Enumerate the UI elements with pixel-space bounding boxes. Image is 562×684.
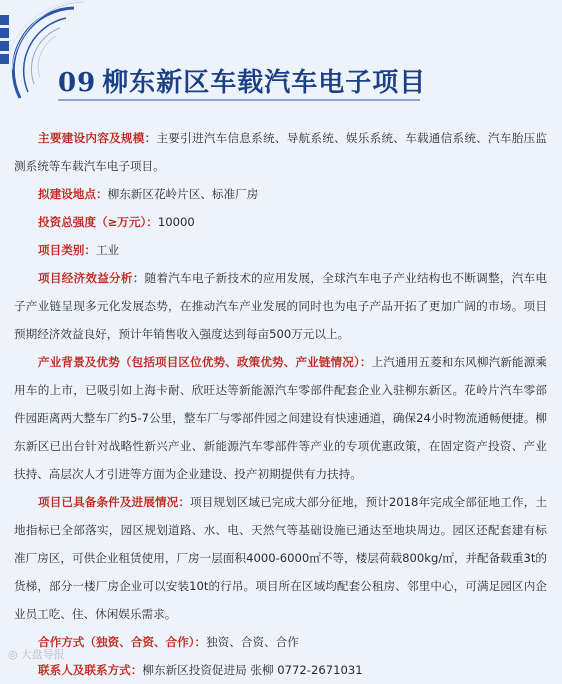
detail-background (14, 348, 547, 488)
label-contact: 联系人及联系方式： (38, 663, 143, 677)
detail-investment (14, 208, 547, 236)
detail-main-content (14, 124, 547, 180)
label-category: 项目类别： (38, 243, 96, 257)
label-location: 拟建设地点： (38, 187, 108, 201)
watermark-logo-icon: ◎ (8, 648, 18, 661)
watermark-text: 大盘导报 (20, 648, 65, 661)
label-main-content: 主要建设内容及规模： (38, 131, 157, 145)
detail-category (14, 236, 547, 264)
detail-progress (14, 488, 547, 628)
detail-location (14, 180, 547, 208)
detail-contact (14, 656, 547, 684)
project-number: 09 (58, 68, 97, 98)
value-progress: 项目规划区域已完成大部分征地，预计2018年完成全部征地工作，土地指标已全部落实，园区规划道路、水、电、天然气等基础设施已通达至地块周边。园区还配套建有标准厂房区，可供企业租赁使用，厂房一层面积4000-6000㎡不等，楼层荷载800kg/㎡，并配备载重3t的货梯，部分一楼厂房企业可以安装10t的行吊。项目所在区域均配套公租房、邻里中心，可满足园区内企业员工吃、住、休闲娱乐需求。 (14, 495, 547, 621)
detail-cooperation (14, 628, 547, 656)
label-progress: 项目已具备条件及进展情况： (38, 495, 191, 509)
value-category: 工业 (95, 243, 120, 257)
label-cooperation: 合作方式（独资、合资、合作）： (38, 635, 207, 649)
value-main-content: 主要引进汽车信息系统、导航系统、娱乐系统、车载通信系统、汽车胎压监测系统等车载汽车电子项目。 (14, 131, 547, 173)
project-details (14, 124, 547, 684)
label-background: 产业背景及优势（包括项目区位优势、政策优势、产业链情况）： (38, 355, 372, 369)
value-location: 柳东新区花岭片区、标准厂房 (107, 187, 259, 201)
detail-benefit (14, 264, 547, 348)
value-investment: 10000 (157, 215, 195, 229)
value-background: 上汽通用五菱和东风柳汽新能源乘用车的上市，已吸引如上海卡耐、欣旺达等新能源汽车零部件配套企业入驻柳东新区。花岭片汽车零部件园距离两大整车厂约5-7公里，整车厂与零部件园之间建设有快速通道，确保24小时物流通畅便捷。柳东新区已出台针对战略性新兴产业、新能源汽车零部件等产业的专项优惠政策，在固定资产投资、产业扶持、高层次人才引进等方面为企业建设、投产初期提供有力扶持。 (14, 355, 547, 481)
page-title (58, 62, 426, 99)
value-cooperation: 独资、合资、合作 (206, 635, 299, 649)
project-title: 柳东新区车载汽车电子项目 (102, 68, 427, 98)
watermark (8, 646, 65, 662)
label-benefit: 项目经济效益分析： (38, 271, 145, 285)
value-contact: 柳东新区投资促进局 张柳 0772-2671031 (142, 663, 363, 677)
value-benefit: 随着汽车电子新技术的应用发展，全球汽车电子产业结构也不断调整，汽车电子产业链呈现多元化发展态势，在推动汽车产业发展的同时也为电子产品开拓了更加广阔的市场。项目预期经济效益良好，预计年销售收入强度达到每亩500万元以上。 (14, 271, 547, 341)
label-investment: 投资总强度（≥万元）： (38, 215, 158, 229)
